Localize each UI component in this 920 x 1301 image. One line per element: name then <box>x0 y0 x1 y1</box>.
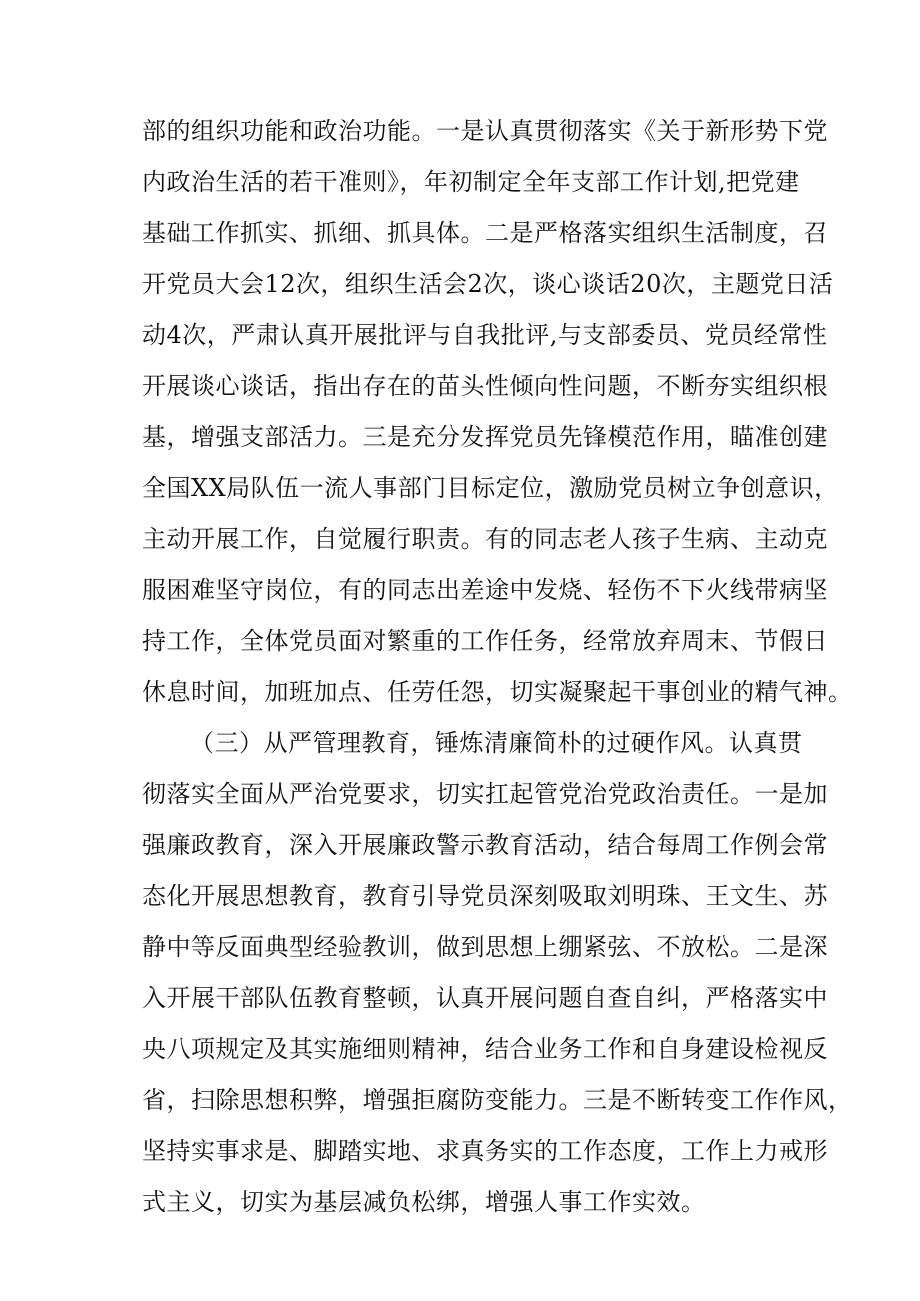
text-line: 开展谈心谈话，指出存在的苗头性倾向性问题，不断夯实组织根 <box>142 372 828 400</box>
text-line: 彻落实全面从严治党要求，切实扛起管党治党政治责任。一是加 <box>142 780 828 808</box>
text-line: 服困难坚守岗位，有的同志出差途中发烧、轻伤不下火线带病坚 <box>142 576 828 604</box>
text-line: 坚持实事求是、脚踏实地、求真务实的工作态度，工作上力戒形 <box>142 1137 828 1165</box>
text-line: 全国XX局队伍一流人事部门目标定位，激励党员树立争创意识， <box>142 474 839 502</box>
text-line: 省，扫除思想积弊，增强拒腐防变能力。三是不断转变工作作风， <box>142 1086 853 1114</box>
text-line: 央八项规定及其实施细则精神，结合业务工作和自身建设检视反 <box>142 1035 828 1063</box>
text-line: 静中等反面典型经验教训，做到思想上绷紧弦、不放松。二是深 <box>142 933 828 961</box>
text-line: 休息时间，加班加点、任劳任怨，切实凝聚起干事创业的精气神。 <box>142 678 853 706</box>
text-line: 开党员大会12次，组织生活会2次，谈心谈话20次，主题党日活 <box>142 270 834 298</box>
text-line: 入开展干部队伍教育整顿，认真开展问题自查自纠，严格落实中 <box>142 984 828 1012</box>
text-line: 态化开展思想教育，教育引导党员深刻吸取刘明珠、王文生、苏 <box>142 882 828 910</box>
text-line: （三）从严管理教育，锤炼清廉简朴的过硬作风。认真贯 <box>190 729 803 757</box>
text-line: 主动开展工作，自觉履行职责。有的同志老人孩子生病、主动克 <box>142 525 828 553</box>
text-line: 式主义，切实为基层减负松绑，增强人事工作实效。 <box>142 1188 706 1216</box>
text-line: 内政治生活的若干准则》，年初制定全年支部工作计划,把党建 <box>142 168 800 196</box>
text-line: 部的组织功能和政治功能。一是认真贯彻落实《关于新形势下党 <box>142 117 828 145</box>
text-line: 强廉政教育，深入开展廉政警示教育活动，结合每周工作例会常 <box>142 831 828 859</box>
text-line: 持工作，全体党员面对繁重的工作任务，经常放弃周末、节假日 <box>142 627 828 655</box>
text-line: 基础工作抓实、抓细、抓具体。二是严格落实组织生活制度，召 <box>142 219 828 247</box>
text-line: 动4次，严肃认真开展批评与自我批评,与支部委员、党员经常性 <box>142 321 828 349</box>
text-line: 基，增强支部活力。三是充分发挥党员先锋模范作用，瞄准创建 <box>142 423 828 451</box>
